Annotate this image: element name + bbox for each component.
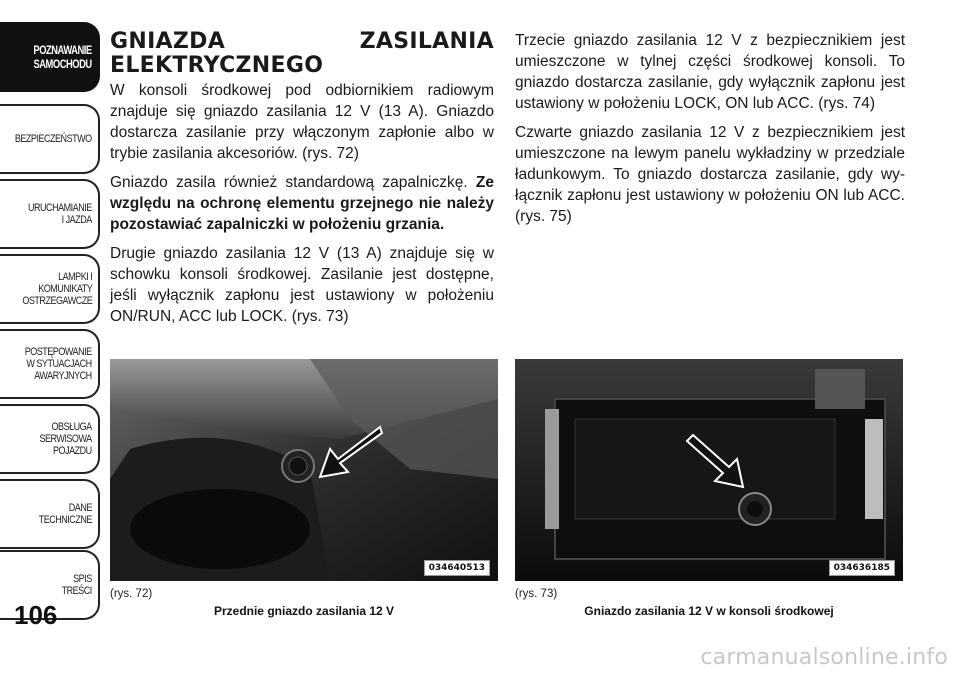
figure-caption: Gniazdo zasilania 12 V w konsoli środkowej: [584, 604, 834, 618]
tab-label: POSTĘPOWANIE W SYTUACJACH AWARYJNYCH: [25, 346, 92, 382]
tab-label: DANE TECHNICZNE: [38, 502, 92, 526]
watermark-text: carmanualsonline.info: [700, 645, 948, 670]
paragraph: Czwarte gniazdo zasilania 12 V z bezpiecznikiem jest umieszczone na lewym panelu wykładziny w przedziale ładunkowym. To gniazdo dostarcza zasilanie, gdy wy-łącznik zapłonu jest ustawiony w położeniu ON lub ACC. (rys. 75): [515, 124, 905, 225]
warning-text: Ze względu na ochronę elementu grzejnego nie należy pozostawiać zapalniczki w położeniu grzania.: [110, 174, 494, 233]
tab-uruchamianie-i-jazda[interactable]: [0, 179, 100, 249]
tab-lampki-komunikaty[interactable]: [0, 254, 100, 324]
tab-label: LAMPKI I KOMUNIKATY OSTRZEGAWCZE: [22, 271, 92, 307]
tab-label: SPIS TREŚCI: [61, 573, 92, 597]
tab-label: BEZPIECZEŃSTWO: [15, 133, 92, 145]
section-heading: GNIAZDA ZASILANIA ELEKTRYCZNEGO: [110, 29, 494, 78]
figure-reference: (rys. 72): [110, 588, 153, 600]
front-outlet-photo: [110, 359, 498, 581]
tab-label: URUCHAMIANIE I JAZDA: [28, 202, 92, 226]
tab-label: POZNAWANIE SAMOCHODU: [33, 43, 92, 71]
paragraph: W konsoli środkowej pod odbiornikiem radiowym znajduje się gniazdo zasilania 12 V (13 A). Gniazdo dostarcza zasilanie przy włączonym zapłonie albo w trybie zasilania akcesoriów. (rys. 72): [110, 82, 494, 162]
left-text-column: [110, 30, 494, 335]
paragraph: Drugie gniazdo zasilania 12 V (13 A) znajduje się w schowku konsoli środkowej. Zasilanie jest dostępne, jeśli wyłącznik zapłonu jest ustawiony w położeniu ON/RUN, ACC lub LOCK. (rys. 73): [110, 245, 494, 325]
figure-caption: Przednie gniazdo zasilania 12 V: [213, 604, 395, 618]
tab-postepowanie-awaryjne[interactable]: [0, 329, 100, 399]
figure-console-power-outlet: [515, 359, 903, 581]
paragraph: Trzecie gniazdo zasilania 12 V z bezpiecznikiem jest umieszczone w tylnej części środkowej konsoli. To gniazdo dostarcza zasilanie, gdy wyłącznik zapłonu jest ustawiony w położeniu LOCK, ON lub ACC. (rys. 74): [515, 32, 905, 112]
tab-poznawanie-samochodu[interactable]: [0, 22, 100, 92]
figure-code: 034640513: [424, 560, 490, 576]
tab-obsluga-serwisowa[interactable]: [0, 404, 100, 474]
figure-reference: (rys. 73): [515, 588, 558, 600]
tab-dane-techniczne[interactable]: [0, 479, 100, 549]
tab-bezpieczenstwo[interactable]: [0, 104, 100, 174]
console-outlet-photo: [515, 359, 903, 581]
page-number: 106: [14, 600, 58, 630]
figure-front-power-outlet: [110, 359, 498, 581]
tab-label: OBSŁUGA SERWISOWA POJAZDU: [39, 421, 92, 457]
paragraph-text: Gniazdo zasila również standardową zapalniczkę.: [110, 174, 476, 191]
figure-code: 034636185: [829, 560, 895, 576]
paragraph-warning: [110, 172, 494, 235]
right-text-column: [515, 30, 905, 235]
